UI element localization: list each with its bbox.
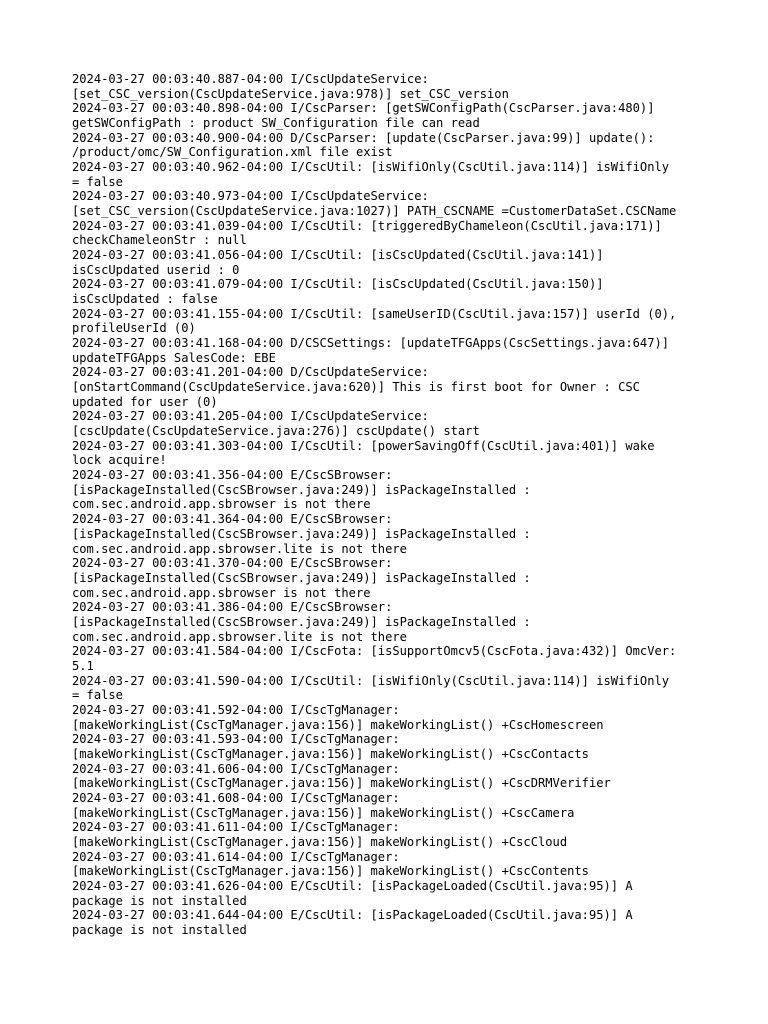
- log-entry: 2024-03-27 00:03:41.386-04:00 E/CscSBrowser: [isPackageInstalled(CscSBrowser.java:249)] isPackageInstalled : com.sec.android.app.sbrowser.lite is not there: [72, 600, 531, 644]
- log-entry: 2024-03-27 00:03:41.201-04:00 D/CscUpdateService: [onStartCommand(CscUpdateService.java:620)] This is first boot for Owner : CSC updated for user (0): [72, 365, 640, 409]
- log-entry: 2024-03-27 00:03:40.900-04:00 D/CscParser: [update(CscParser.java:99)] update(): /product/omc/SW_Configuration.xml file exist: [72, 130, 655, 160]
- log-entry: 2024-03-27 00:03:41.079-04:00 I/CscUtil: [isCscUpdated(CscUtil.java:150)] isCscUpdated : false: [72, 277, 604, 307]
- log-entry: 2024-03-27 00:03:41.608-04:00 I/CscTgManager: [makeWorkingList(CscTgManager.java:156)] makeWorkingList() +CscCamera: [72, 790, 575, 820]
- log-entry: 2024-03-27 00:03:41.606-04:00 I/CscTgManager: [makeWorkingList(CscTgManager.java:156)] makeWorkingList() +CscDRMVerifier: [72, 761, 611, 791]
- log-entry: 2024-03-27 00:03:41.644-04:00 E/CscUtil: [isPackageLoaded(CscUtil.java:95)] A package is not installed: [72, 908, 633, 937]
- log-entry: 2024-03-27 00:03:41.205-04:00 I/CscUpdateService: [cscUpdate(CscUpdateService.java:276)] cscUpdate() start: [72, 409, 480, 439]
- log-entry: 2024-03-27 00:03:41.626-04:00 E/CscUtil: [isPackageLoaded(CscUtil.java:95)] A package is not installed: [72, 878, 633, 908]
- log-entry: 2024-03-27 00:03:41.614-04:00 I/CscTgManager: [makeWorkingList(CscTgManager.java:156)] makeWorkingList() +CscContents: [72, 849, 589, 879]
- log-entry: 2024-03-27 00:03:41.056-04:00 I/CscUtil: [isCscUpdated(CscUtil.java:141)] isCscUpdated userid : 0: [72, 248, 604, 277]
- log-entry: 2024-03-27 00:03:40.973-04:00 I/CscUpdateService: [set_CSC_version(CscUpdateService.java:1027)] PATH_CSCNAME =CustomerDataSet.CSCName: [72, 189, 677, 219]
- log-entry: 2024-03-27 00:03:41.039-04:00 I/CscUtil: [triggeredByChameleon(CscUtil.java:171)] checkChameleonStr : null: [72, 218, 662, 248]
- log-list: [72, 72, 712, 938]
- log-entry: 2024-03-27 00:03:41.370-04:00 E/CscSBrowser: [isPackageInstalled(CscSBrowser.java:249)] isPackageInstalled : com.sec.android.app.sbrowser is not there: [72, 556, 531, 600]
- log-entry: 2024-03-27 00:03:41.356-04:00 E/CscSBrowser: [isPackageInstalled(CscSBrowser.java:249)] isPackageInstalled : com.sec.android.app.sbrowser is not there: [72, 468, 531, 512]
- log-entry: 2024-03-27 00:03:41.592-04:00 I/CscTgManager: [makeWorkingList(CscTgManager.java:156)] makeWorkingList() +CscHomescreen: [72, 702, 604, 732]
- log-entry: 2024-03-27 00:03:41.593-04:00 I/CscTgManager: [makeWorkingList(CscTgManager.java:156)] makeWorkingList() +CscContacts: [72, 732, 589, 761]
- log-entry: 2024-03-27 00:03:41.303-04:00 I/CscUtil: [powerSavingOff(CscUtil.java:401)] wake lock acquire!: [72, 438, 655, 468]
- log-entry: 2024-03-27 00:03:41.611-04:00 I/CscTgManager: [makeWorkingList(CscTgManager.java:156)] makeWorkingList() +CscCloud: [72, 820, 568, 849]
- log-entry: 2024-03-27 00:03:41.364-04:00 E/CscSBrowser: [isPackageInstalled(CscSBrowser.java:249)] isPackageInstalled : com.sec.android.app.sbrowser.lite is not there: [72, 512, 531, 556]
- log-entry: 2024-03-27 00:03:41.155-04:00 I/CscUtil: [sameUserID(CscUtil.java:157)] userId (0), profileUserId (0): [72, 306, 677, 336]
- log-entry: 2024-03-27 00:03:40.887-04:00 I/CscUpdateService: [set_CSC_version(CscUpdateService.java:978)] set_CSC_version: [72, 72, 509, 101]
- log-entry: 2024-03-27 00:03:40.898-04:00 I/CscParser: [getSWConfigPath(CscParser.java:480)] getSWConfigPath : product SW_Configuration file can read: [72, 101, 655, 131]
- log-entry: 2024-03-27 00:03:41.584-04:00 I/CscFota: [isSupportOmcv5(CscFota.java:432)] OmcVer: 5.1: [72, 644, 677, 673]
- log-entry: 2024-03-27 00:03:41.168-04:00 D/CSCSettings: [updateTFGApps(CscSettings.java:647)] updateTFGApps SalesCode: EBE: [72, 336, 670, 365]
- log-entry: 2024-03-27 00:03:41.590-04:00 I/CscUtil: [isWifiOnly(CscUtil.java:114)] isWifiOnly = false: [72, 673, 670, 703]
- log-entry: 2024-03-27 00:03:40.962-04:00 I/CscUtil: [isWifiOnly(CscUtil.java:114)] isWifiOnly = false: [72, 160, 670, 189]
- log-document: [72, 72, 712, 938]
